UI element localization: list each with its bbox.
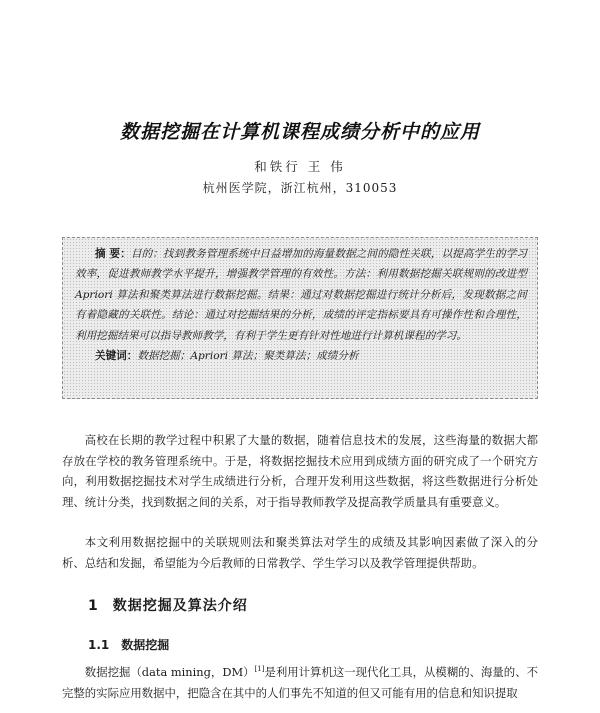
author-list: 和铁行 王 伟 [254,159,346,174]
keywords-line [95,346,527,366]
abstract-box [62,237,538,399]
abstract-text: 目的：找到教务管理系统中日益增加的海量数据之间的隐性关联，以提高学生的学习效率，促进教师教学水平提升，增强教学管理的有效性。方法：利用数据挖掘关联规则的改进型 Apriori 算法和聚类算法进行数据挖掘。结果：通过对数据挖掘进行统计分析后，发现数据之间有着隐藏的关联性。结论：通过对挖掘结果的分析，成绩的评定指标要具有可操作性和合理性，利用挖掘结果可以指导教师教学，有利于学生更有针对性地进行计算机课程的学习。 [75,248,527,342]
paragraph-text: 本文利用数据挖掘中的关联规则法和聚类算法对学生的成绩及其影响因素做了深入的分析、总结和发掘，希望能为今后教师的日常教学、学生学习以及教学管理提供帮助。 [62,535,538,570]
paper-title: 数据挖掘在计算机课程成绩分析中的应用 [119,121,480,143]
abstract-paragraph [75,244,527,346]
body-paragraph-2 [62,532,538,573]
abstract-label: 摘 要： [95,248,131,260]
paragraph-text [62,662,538,703]
citation-ref[interactable]: [1] [254,665,265,674]
section-number: 1 [88,598,99,614]
body-paragraph-1 [62,430,538,512]
section-heading-1 [88,595,248,615]
subsection-title: 数据挖掘 [121,638,170,652]
subsection-heading-1-1 [88,636,169,653]
author-affiliation: 杭州医学院，浙江杭州，310053 [202,181,398,195]
keywords-text: 数据挖掘；Apriori 算法；聚类算法；成绩分析 [137,350,359,363]
section-title: 数据挖掘及算法介绍 [112,598,248,614]
paragraph-text-rest: 是利用计算机这一现代化工具，从模糊的、海量的、不完整的实际应用数据中，把隐含在其中的人们事先不知道的但又可能有用的信息和知识提取 [62,665,538,700]
paragraph-text: 高校在长期的教学过程中积累了大量的数据，随着信息技术的发展，这些海量的数据大都存放在学校的教务管理系统中。于是，将数据挖掘技术应用到成绩方面的研究成了一个研究方向，利用数据挖掘技术对学生成绩进行分析，合理开发利用这些数据，将这些数据进行分析处理、统计分类，找到数据之间的关系，对于指导教师教学及提高教学质量具有重要意义。 [62,433,538,509]
keywords-label: 关键词： [95,350,138,363]
body-paragraph-3 [62,662,538,703]
subsection-number: 1.1 [88,638,110,652]
paragraph-text-start: 数据挖掘（data mining，DM） [84,665,255,679]
